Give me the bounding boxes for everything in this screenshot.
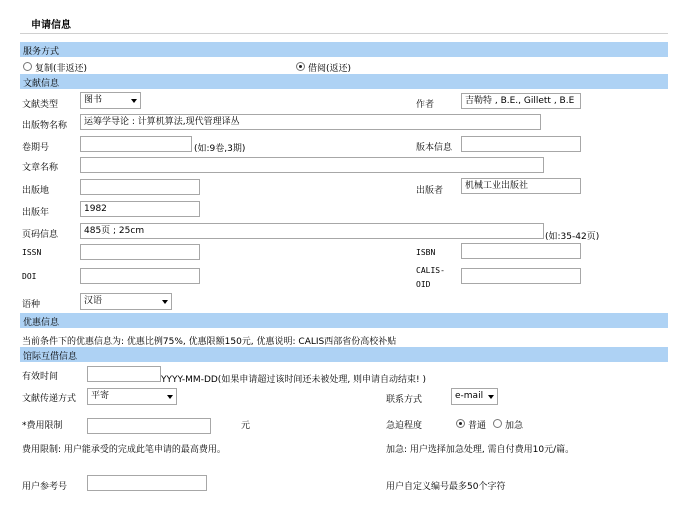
fee-input[interactable] <box>87 418 211 434</box>
author-label: 作者 <box>416 100 435 110</box>
copy-radio[interactable] <box>23 62 32 71</box>
ref-note: 用户自定义编号最多50个字符 <box>386 482 506 492</box>
issn-input[interactable] <box>80 244 200 260</box>
lang-label: 语种 <box>22 300 41 310</box>
document-section-header <box>20 74 668 89</box>
delivery-value: 平寄 <box>91 391 110 401</box>
doi-label: DOI <box>22 272 37 281</box>
urgency-note: 加急: 用户选择加急处理, 需自付费用10元/篇。 <box>386 445 575 455</box>
page-title: 申请信息 <box>31 20 71 31</box>
service-section-header <box>20 42 668 57</box>
loan-radio-label[interactable]: 借阅(返还) <box>308 64 352 74</box>
interlib-section-title: 馆际互借信息 <box>23 352 78 362</box>
contact-select[interactable] <box>451 388 498 405</box>
article-input[interactable] <box>80 157 544 173</box>
chevron-down-icon <box>162 300 168 304</box>
author-input[interactable]: 吉勒特 , B.E., Gillett , B.E <box>461 93 581 109</box>
year-input[interactable]: 1982 <box>80 201 200 217</box>
title-divider <box>20 33 668 34</box>
pages-hint: (如:35-42页) <box>545 232 600 242</box>
delivery-label: 文献传递方式 <box>22 394 77 404</box>
interlib-section-header <box>20 347 668 362</box>
place-input[interactable] <box>80 179 200 195</box>
place-label: 出版地 <box>22 186 50 196</box>
discount-section-title: 优惠信息 <box>23 318 60 328</box>
contact-value: e-mail <box>455 391 484 401</box>
doi-input[interactable] <box>80 268 200 284</box>
calis-label-line2: OID <box>416 280 431 289</box>
chevron-down-icon <box>131 99 137 103</box>
fee-unit: 元 <box>241 421 251 431</box>
isbn-label: ISBN <box>416 248 436 257</box>
doc-type-select[interactable] <box>80 92 141 109</box>
copy-radio-label[interactable]: 复制(非返还) <box>35 64 88 74</box>
pubname-label: 出版物名称 <box>22 121 68 131</box>
discount-text: 当前条件下的优惠信息为: 优惠比例75%, 优惠限额150元, 优惠说明: CALIS西部省份高校补贴 <box>22 337 397 347</box>
volume-input[interactable] <box>80 136 192 152</box>
volume-label: 卷期号 <box>22 143 50 153</box>
publisher-label: 出版者 <box>416 186 444 196</box>
lang-select[interactable] <box>80 293 172 310</box>
issn-label: ISSN <box>22 248 42 257</box>
chevron-down-icon <box>488 395 494 399</box>
valid-hint: YYYY-MM-DD(如果申请超过该时间还未被处理, 则申请自动结束! ) <box>161 375 427 385</box>
contact-label: 联系方式 <box>386 395 423 405</box>
ref-label: 用户参考号 <box>22 482 68 492</box>
edition-input[interactable] <box>461 136 581 152</box>
doc-type-value: 图书 <box>84 95 103 105</box>
publisher-input[interactable]: 机械工业出版社 <box>461 178 581 194</box>
loan-radio[interactable] <box>296 62 305 71</box>
urgency-label: 急迫程度 <box>386 421 423 431</box>
fee-label: *费用限制 <box>22 421 63 431</box>
ref-input[interactable] <box>87 475 207 491</box>
valid-label: 有效时间 <box>22 372 59 382</box>
urgency-urgent-radio[interactable] <box>493 419 502 428</box>
chevron-down-icon <box>167 395 173 399</box>
year-label: 出版年 <box>22 208 50 218</box>
article-label: 文章名称 <box>22 163 59 173</box>
urgency-urgent-label[interactable]: 加急 <box>505 421 524 431</box>
edition-label: 版本信息 <box>416 143 453 153</box>
lang-value: 汉语 <box>84 296 103 306</box>
valid-input[interactable] <box>87 366 161 382</box>
pages-input[interactable]: 485页 ; 25cm <box>80 223 544 239</box>
pages-label: 页码信息 <box>22 230 59 240</box>
document-section-title: 文献信息 <box>23 79 60 89</box>
fee-note: 费用限制: 用户能承受的完成此笔申请的最高费用。 <box>22 445 226 455</box>
delivery-select[interactable] <box>87 388 177 405</box>
doc-type-label: 文献类型 <box>22 100 59 110</box>
discount-section-header <box>20 313 668 328</box>
service-section-title: 服务方式 <box>23 47 60 57</box>
urgency-normal-radio[interactable] <box>456 419 465 428</box>
calis-label-line1: CALIS- <box>416 266 445 275</box>
isbn-input[interactable] <box>461 243 581 259</box>
pubname-input[interactable]: 运筹学导论 : 计算机算法,现代管理译丛 <box>80 114 541 130</box>
calis-input[interactable] <box>461 268 581 284</box>
volume-hint: (如:9卷,3期) <box>194 144 246 154</box>
urgency-normal-label[interactable]: 普通 <box>468 421 487 431</box>
